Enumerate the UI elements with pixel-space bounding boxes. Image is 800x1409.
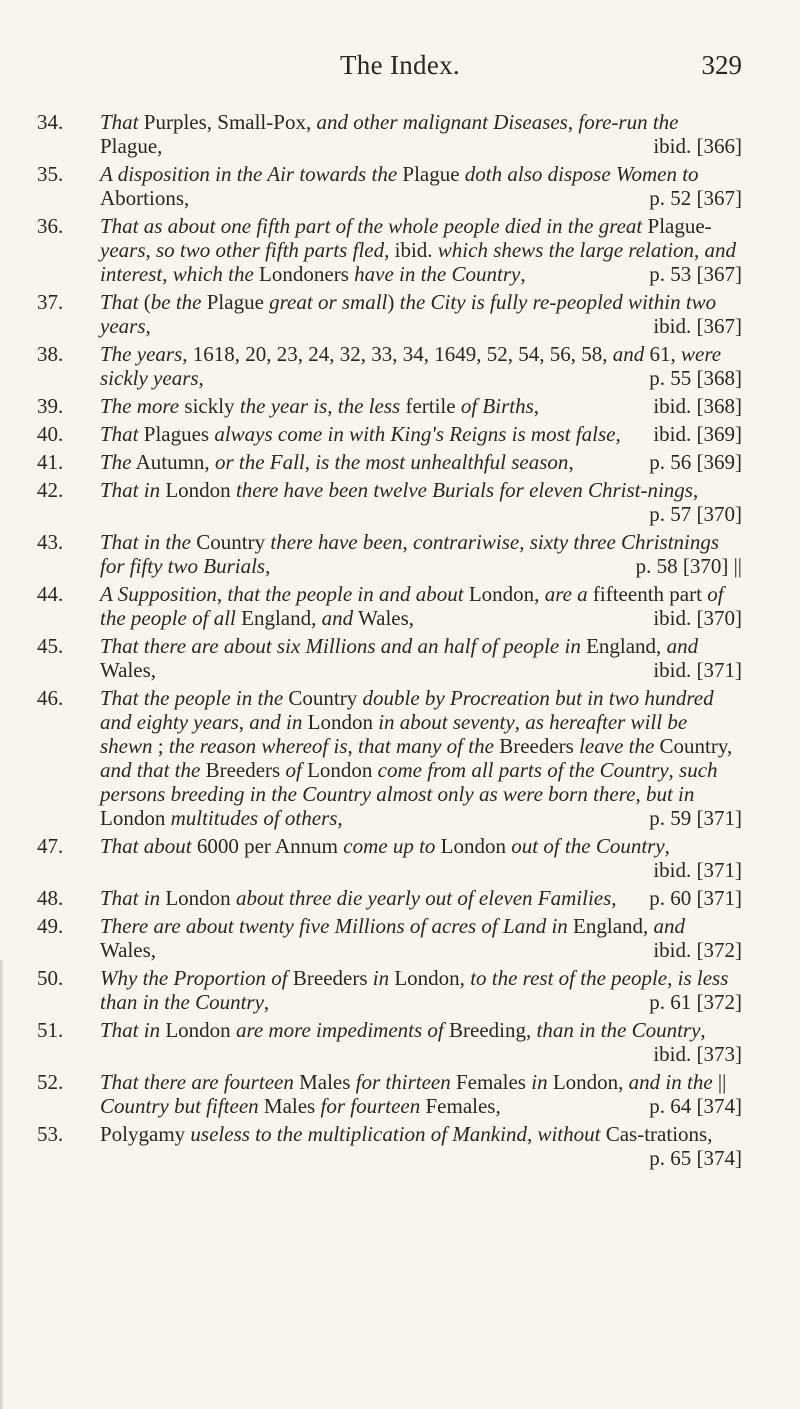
roman-text: , bbox=[238, 710, 250, 734]
index-entry bbox=[0, 214, 800, 286]
roman-text: Cas-trations, bbox=[600, 1122, 713, 1146]
roman-text: England, bbox=[567, 914, 654, 938]
roman-text: , bbox=[694, 238, 705, 262]
roman-text: , bbox=[615, 422, 621, 446]
roman-text: , bbox=[514, 710, 526, 734]
italic-text: for thirteen bbox=[355, 1070, 451, 1094]
italic-text: that the people in and about bbox=[227, 582, 464, 606]
italic-text: of Births bbox=[460, 394, 534, 418]
italic-text: The more bbox=[100, 394, 180, 418]
roman-text: 61, bbox=[644, 342, 681, 366]
entry-number: 51. bbox=[37, 1018, 64, 1042]
page-reference: ibid. [369] bbox=[653, 422, 742, 446]
italic-text: That in bbox=[100, 1018, 161, 1042]
entry-text bbox=[100, 1122, 742, 1170]
running-header bbox=[40, 50, 760, 90]
roman-text: Wales, bbox=[353, 606, 415, 630]
roman-text: , bbox=[145, 238, 156, 262]
roman-text: sickly bbox=[179, 394, 240, 418]
italic-text: about three die yearly out of eleven Families bbox=[235, 886, 612, 910]
entry-number: 44. bbox=[37, 582, 64, 606]
page-reference: p. 59 [371] bbox=[649, 806, 742, 830]
italic-text: That about bbox=[100, 834, 192, 858]
italic-text: that many of the bbox=[358, 734, 494, 758]
page-reference: p. 52 [367] bbox=[649, 186, 742, 210]
entry-text bbox=[100, 634, 742, 682]
italic-text: years bbox=[100, 238, 146, 262]
italic-text: fore-run the bbox=[578, 110, 679, 134]
italic-text: for fourteen bbox=[320, 1094, 421, 1118]
italic-text: is the most unhealthful season bbox=[315, 450, 569, 474]
roman-text: , bbox=[263, 990, 270, 1014]
entry-number: 34. bbox=[37, 110, 64, 134]
entry-number: 37. bbox=[37, 290, 64, 314]
italic-text: in about seventy bbox=[378, 710, 515, 734]
roman-text: ) bbox=[387, 290, 400, 314]
page-reference: ibid. [370] bbox=[653, 606, 742, 630]
italic-text: so two other fifth parts fled bbox=[156, 238, 385, 262]
italic-text: double by Procreation but in two hundred and eighty years bbox=[100, 686, 714, 734]
italic-text: useless to the multiplication of Mankind bbox=[190, 1122, 527, 1146]
roman-text: London bbox=[302, 710, 379, 734]
italic-text: That the people in the bbox=[100, 686, 284, 710]
roman-text: Females bbox=[450, 1070, 532, 1094]
italic-text: or the Fall bbox=[214, 450, 305, 474]
index-entry bbox=[0, 914, 800, 962]
index-entry bbox=[0, 634, 800, 682]
entry-number: 43. bbox=[37, 530, 64, 554]
italic-text: A disposition in the Air towards the bbox=[100, 162, 398, 186]
roman-text: , bbox=[519, 530, 530, 554]
roman-text: , bbox=[162, 262, 173, 286]
roman-text: London bbox=[160, 886, 236, 910]
italic-text: the year is bbox=[239, 394, 328, 418]
italic-text: and bbox=[653, 914, 686, 938]
roman-text: Plague bbox=[397, 162, 465, 186]
roman-text: Plague- bbox=[642, 214, 712, 238]
index-entry bbox=[0, 450, 800, 474]
roman-text: , bbox=[611, 886, 617, 910]
roman-text: Country, bbox=[654, 734, 733, 758]
entry-text bbox=[100, 162, 742, 210]
page-title: The Index. bbox=[340, 50, 460, 80]
entry-number: 40. bbox=[37, 422, 64, 446]
italic-text: come up to bbox=[343, 834, 436, 858]
entry-number: 52. bbox=[37, 1070, 64, 1094]
entry-text bbox=[100, 1018, 742, 1066]
roman-text: Breeders bbox=[287, 966, 373, 990]
entry-number: 49. bbox=[37, 914, 64, 938]
roman-text: , bbox=[635, 782, 646, 806]
page-binding-shadow bbox=[0, 960, 4, 1409]
italic-text: That in bbox=[100, 886, 161, 910]
index-entry bbox=[0, 422, 800, 446]
italic-text: in bbox=[531, 1070, 548, 1094]
index-entry bbox=[0, 686, 800, 830]
page-reference: ibid. [368] bbox=[653, 394, 742, 418]
page-reference: p. 57 [370] bbox=[649, 502, 742, 526]
page-reference: ibid. [367] bbox=[653, 314, 742, 338]
italic-text: have in the Country bbox=[354, 262, 521, 286]
roman-text: , bbox=[667, 966, 678, 990]
italic-text: such persons breeding in the Country almost only as were born there bbox=[100, 758, 718, 806]
entry-text bbox=[100, 394, 742, 418]
roman-text: , bbox=[692, 478, 699, 502]
entry-text bbox=[100, 966, 742, 1014]
italic-text: always come in with King's Reigns is most false bbox=[214, 422, 616, 446]
page-reference: ibid. [372] bbox=[653, 938, 742, 962]
entry-text bbox=[100, 422, 742, 446]
roman-text: Males bbox=[293, 1070, 356, 1094]
italic-text: and bbox=[321, 606, 354, 630]
italic-text: sixty three Christnings for fifty two Burials bbox=[100, 530, 720, 578]
roman-text: London, bbox=[547, 1070, 629, 1094]
roman-text: Polygamy bbox=[100, 1122, 191, 1146]
roman-text: Plague bbox=[201, 290, 270, 314]
roman-text: , 1618, 20, 23, 24, 32, 33, 34, 1649, 52, 54, 56, 58, bbox=[182, 342, 613, 366]
italic-text: That as about one fifth part of the whole people died in the great bbox=[100, 214, 643, 238]
roman-text: Females, bbox=[420, 1094, 501, 1118]
entry-text bbox=[100, 342, 742, 390]
entry-number: 36. bbox=[37, 214, 64, 238]
italic-text: without bbox=[537, 1122, 601, 1146]
roman-text: London bbox=[301, 758, 378, 782]
italic-text: great or small bbox=[269, 290, 388, 314]
entry-text bbox=[100, 686, 742, 830]
entry-text bbox=[100, 834, 742, 882]
roman-text: , bbox=[337, 806, 343, 830]
index-entry bbox=[0, 394, 800, 418]
roman-text: Purples, Small-Pox, bbox=[138, 110, 317, 134]
index-entries bbox=[0, 110, 800, 1174]
italic-text: the reason whereof is bbox=[168, 734, 348, 758]
entry-number: 50. bbox=[37, 966, 64, 990]
roman-text: England, bbox=[580, 634, 667, 658]
italic-text: are more impediments of bbox=[235, 1018, 444, 1042]
page-reference: ibid. [371] bbox=[653, 658, 742, 682]
entry-text bbox=[100, 886, 742, 910]
page-number: 329 bbox=[701, 50, 742, 80]
roman-text: , bbox=[304, 450, 316, 474]
entry-text bbox=[100, 1070, 742, 1118]
italic-text: That in bbox=[100, 478, 161, 502]
italic-text: are a bbox=[544, 582, 588, 606]
italic-text: That bbox=[100, 110, 139, 134]
italic-text: and in bbox=[249, 710, 303, 734]
roman-text: , bbox=[533, 394, 540, 418]
index-entry bbox=[0, 1122, 800, 1170]
roman-text: Country bbox=[283, 686, 363, 710]
entry-number: 41. bbox=[37, 450, 64, 474]
index-entry bbox=[0, 1070, 800, 1118]
roman-text: Londoners bbox=[253, 262, 355, 286]
page-reference: p. 58 [370] || bbox=[635, 554, 742, 578]
roman-text: , bbox=[526, 1122, 538, 1146]
entry-text bbox=[100, 290, 742, 338]
italic-text: and other malignant Diseases bbox=[316, 110, 568, 134]
italic-text: A Supposition bbox=[100, 582, 217, 606]
roman-text: London, bbox=[389, 966, 471, 990]
italic-text: The bbox=[100, 450, 132, 474]
roman-text: London bbox=[435, 834, 512, 858]
roman-text: Breeders bbox=[200, 758, 286, 782]
roman-text: , bbox=[402, 530, 414, 554]
index-entry bbox=[0, 162, 800, 210]
page-reference: ibid. [373] bbox=[653, 1042, 742, 1066]
italic-text: contrariwise bbox=[413, 530, 520, 554]
roman-text: , bbox=[145, 314, 151, 338]
roman-text: , bbox=[668, 758, 680, 782]
italic-text: which the bbox=[172, 262, 254, 286]
roman-text: , bbox=[568, 450, 574, 474]
entry-number: 53. bbox=[37, 1122, 64, 1146]
italic-text: and in the bbox=[628, 1070, 713, 1094]
roman-text: || bbox=[712, 1070, 727, 1094]
roman-text: Plagues bbox=[138, 422, 215, 446]
italic-text: the City is fully re-peopled within two years bbox=[100, 290, 717, 338]
roman-text: Abortions, bbox=[100, 186, 190, 210]
italic-text: to the rest of the people bbox=[470, 966, 668, 990]
roman-text: ( bbox=[138, 290, 151, 314]
italic-text: there have been twelve Burials for eleven Christ-nings bbox=[235, 478, 693, 502]
entry-text bbox=[100, 914, 742, 962]
index-entry bbox=[0, 110, 800, 158]
roman-text: , bbox=[327, 394, 338, 418]
italic-text: be the bbox=[150, 290, 202, 314]
roman-text: , bbox=[567, 110, 579, 134]
italic-text: That bbox=[100, 290, 139, 314]
page-reference: p. 53 [367] bbox=[649, 262, 742, 286]
entry-text bbox=[100, 110, 742, 158]
italic-text: Why the Proportion of bbox=[100, 966, 288, 990]
roman-text: Wales, bbox=[100, 938, 157, 962]
index-entry bbox=[0, 478, 800, 526]
italic-text: is less than in the Country bbox=[100, 966, 729, 1014]
italic-text: of bbox=[285, 758, 302, 782]
index-entry bbox=[0, 342, 800, 390]
page-reference: p. 61 [372] bbox=[649, 990, 742, 1014]
roman-text: Wales, bbox=[100, 658, 157, 682]
roman-text: 6000 per Annum bbox=[191, 834, 344, 858]
entry-number: 42. bbox=[37, 478, 64, 502]
roman-text: fertile bbox=[400, 394, 461, 418]
entry-number: 38. bbox=[37, 342, 64, 366]
italic-text: of the people of all bbox=[100, 582, 724, 630]
page-reference: p. 60 [371] bbox=[649, 886, 742, 910]
roman-text: Autumn, bbox=[131, 450, 215, 474]
entry-number: 47. bbox=[37, 834, 64, 858]
roman-text: London, bbox=[463, 582, 545, 606]
roman-text: , bbox=[216, 582, 228, 606]
italic-text: the less bbox=[337, 394, 401, 418]
italic-text: That in the bbox=[100, 530, 192, 554]
italic-text: leave the bbox=[579, 734, 655, 758]
page-reference: ibid. [366] bbox=[653, 134, 742, 158]
roman-text: London bbox=[160, 1018, 236, 1042]
italic-text: but in bbox=[645, 782, 695, 806]
roman-text: Country bbox=[191, 530, 271, 554]
italic-text: multitudes of others bbox=[170, 806, 338, 830]
roman-text: , bbox=[664, 834, 670, 858]
roman-text: fifteenth part bbox=[587, 582, 708, 606]
roman-text: London bbox=[100, 806, 171, 830]
roman-text: , bbox=[347, 734, 359, 758]
entry-text bbox=[100, 450, 742, 474]
italic-text: as hereafter will be shewn bbox=[100, 710, 688, 758]
entry-number: 45. bbox=[37, 634, 64, 658]
index-entry bbox=[0, 582, 800, 630]
roman-text: London bbox=[160, 478, 236, 502]
roman-text: , bbox=[198, 366, 204, 390]
index-entry bbox=[0, 290, 800, 338]
italic-text: come from all parts of the Country bbox=[377, 758, 669, 782]
italic-text: doth also dispose Women to bbox=[464, 162, 699, 186]
page-reference: ibid. [371] bbox=[653, 858, 742, 882]
entry-text bbox=[100, 530, 742, 578]
index-entry bbox=[0, 834, 800, 882]
italic-text: That bbox=[100, 422, 139, 446]
italic-text: and that the bbox=[100, 758, 201, 782]
entry-text bbox=[100, 582, 742, 630]
page-reference: p. 64 [374] bbox=[649, 1094, 742, 1118]
roman-text: England, bbox=[235, 606, 322, 630]
italic-text: in bbox=[372, 966, 390, 990]
page-reference: p. 56 [369] bbox=[649, 450, 742, 474]
roman-text: , ibid. bbox=[384, 238, 438, 262]
italic-text: That there are about six Millions and an half of people in bbox=[100, 634, 581, 658]
italic-text: and bbox=[612, 342, 645, 366]
entry-number: 48. bbox=[37, 886, 64, 910]
page-reference: p. 65 [374] bbox=[649, 1146, 742, 1170]
italic-text: and bbox=[666, 634, 699, 658]
italic-text: and interest bbox=[100, 238, 737, 286]
page-reference: p. 55 [368] bbox=[649, 366, 742, 390]
index-entry bbox=[0, 1018, 800, 1066]
italic-text: There are about twenty five Millions of acres of Land in bbox=[100, 914, 568, 938]
roman-text: Breeding, bbox=[443, 1018, 537, 1042]
italic-text: there have been bbox=[270, 530, 403, 554]
italic-text: Country but fifteen bbox=[100, 1094, 259, 1118]
entry-number: 46. bbox=[37, 686, 64, 710]
entry-text bbox=[100, 478, 742, 526]
roman-text: Breeders bbox=[493, 734, 580, 758]
roman-text: Males bbox=[258, 1094, 321, 1118]
roman-text: Plague, bbox=[100, 134, 163, 158]
index-entry bbox=[0, 966, 800, 1014]
index-entry bbox=[0, 886, 800, 910]
roman-text: , bbox=[520, 262, 526, 286]
entry-text bbox=[100, 214, 742, 286]
entry-number: 35. bbox=[37, 162, 64, 186]
italic-text: than in the Country bbox=[536, 1018, 701, 1042]
italic-text: which shews the large relation bbox=[437, 238, 695, 262]
roman-text: ; bbox=[152, 734, 169, 758]
italic-text: The years bbox=[100, 342, 183, 366]
roman-text: , bbox=[265, 554, 271, 578]
italic-text: That there are fourteen bbox=[100, 1070, 294, 1094]
entry-number: 39. bbox=[37, 394, 64, 418]
index-entry bbox=[0, 530, 800, 578]
italic-text: out of the Country bbox=[511, 834, 665, 858]
roman-text: , bbox=[700, 1018, 706, 1042]
italic-text: were sickly years bbox=[100, 342, 722, 390]
